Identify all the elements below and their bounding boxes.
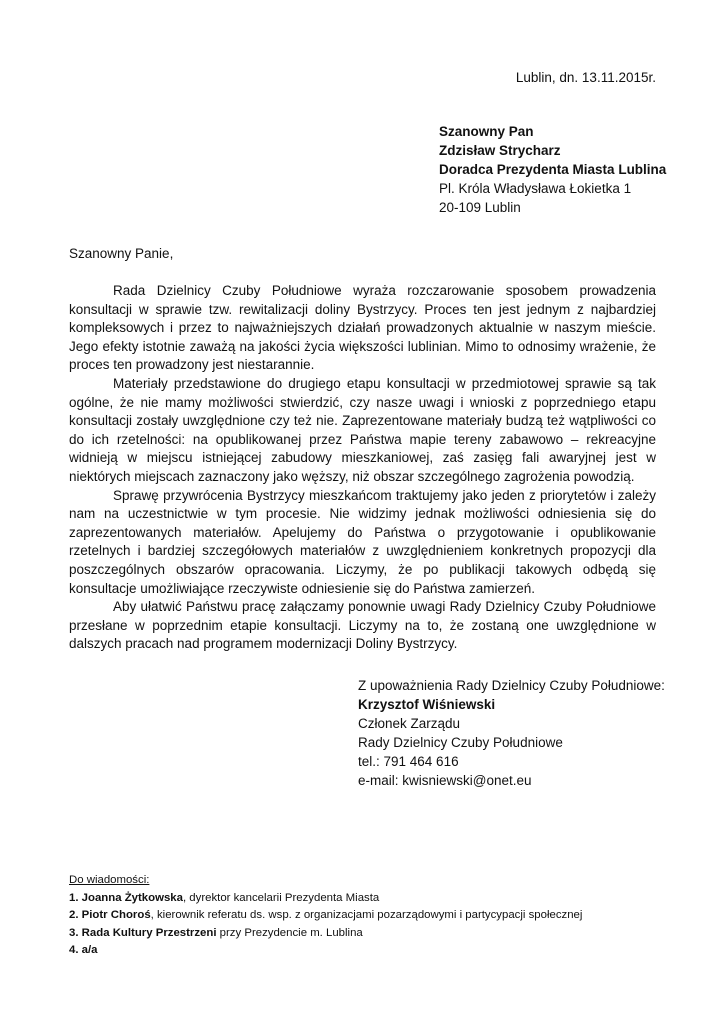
signature-organization: Rady Dzielnicy Czuby Południowe — [358, 735, 563, 750]
signature-email: e-mail: kwisniewski@onet.eu — [358, 773, 532, 788]
cc-item-name: a/a — [81, 944, 98, 956]
body-paragraph-3: Sprawę przywrócenia Bystrzycy mieszkańcom traktujemy jako jeden z priorytetów i zależy nam na uczestnictwie w tym procesie. Nie widzimy jednak możliwości odniesienia się do zaprezentowanych materiałów. Apelujemy do Państwa o przygotowanie i opublikowanie rzetelnych i bardziej szczegółowych materiałów z uwzględnieniem konkretnych propozycji dla poszczególnych obszarów opracowania. Liczymy, że po publikacji takowych odbędą się konsultacje umożliwiające rzeczywiste odniesienie się do Państwa zamierzeń. — [69, 487, 656, 596]
body-paragraph-4: Aby ułatwić Państwu pracę załączamy ponownie uwagi Rady Dzielnicy Czuby Południowe przesłane w poprzednim etapie konsultacji. Liczymy na to, że zostaną one uwzględnione w dalszych pracach nad programem modernizacji Doliny Bystrzycy. — [69, 599, 656, 652]
cc-item — [69, 890, 582, 908]
recipient-name: Zdzisław Strycharz — [439, 143, 561, 158]
cc-item — [69, 907, 582, 925]
body-paragraph-2: Materiały przedstawione do drugiego etapu konsultacji w przedmiotowej sprawie są tak ogólne, że nie mamy możliwości stwierdzić, czy nasze uwagi i wnioski z poprzedniego etapu konsultacji zostały uwzględnione czy też nie. Zaprezentowane materiały budzą też wątpliwości co do ich rzetelności: na opublikowanej przez Państwa mapie tereny zabawowo – rekreacyjne widnieją w miejscu istniejącej zabudowy mieszkaniowej, zaś zasięg fali awaryjnej jest w niektórych miejscach zaznaczony jako węższy, niż obszar szczególnego zagrożenia powodzią. — [69, 375, 656, 484]
recipient-title: Doradca Prezydenta Miasta Lublina — [439, 162, 667, 177]
cc-item-name: Piotr Choroś — [81, 909, 151, 921]
recipient-greeting-line: Szanowny Pan — [439, 124, 534, 139]
cc-item-name: Rada Kultury Przestrzeni — [81, 926, 217, 939]
cc-item-number: 3. — [69, 926, 79, 939]
signature-name: Krzysztof Wiśniewski — [358, 697, 496, 712]
signature-authorization: Z upoważnienia Rady Dzielnicy Czuby Południowe: — [358, 678, 665, 693]
cc-item-description: , dyrektor kancelarii Prezydenta Miasta — [182, 891, 380, 904]
cc-item-description: , kierownik referatu ds. wsp. z organizacjami pozarządowymi i partycypacji społecznej — [150, 909, 583, 921]
cc-item-name: Joanna Żytkowska — [81, 891, 183, 904]
cc-item-number: 1. — [69, 891, 79, 904]
body-paragraph-1: Rada Dzielnicy Czuby Południowe wyraża rozczarowanie sposobem prowadzenia konsultacji w sprawie tzw. rewitalizacji doliny Bystrzycy. Proces ten jest jednym z najbardziej kompleksowych i przez to najważniejszych działań prowadzonych aktualnie w naszym mieście. Jego efekty istotnie zaważą na jakości życia większości lublinian. Mimo to odnosimy wrażenie, że proces ten prowadzony jest niestarannie. — [69, 283, 656, 373]
letter-body — [69, 282, 656, 654]
recipient-street: Pl. Króla Władysława Łokietka 1 — [439, 181, 632, 196]
letter-date: Lublin, dn. 13.11.2015r. — [515, 70, 656, 85]
cc-heading: Do wiadomości: — [69, 874, 150, 886]
cc-item — [69, 925, 582, 943]
salutation: Szanowny Panie, — [69, 246, 174, 261]
cc-item-number: 2. — [69, 909, 79, 921]
cc-item-description: przy Prezydencie m. Lublina — [216, 926, 363, 939]
recipient-block — [439, 122, 666, 217]
recipient-city: 20-109 Lublin — [439, 200, 521, 215]
signature-role: Członek Zarządu — [358, 716, 461, 731]
cc-item-number: 4. — [69, 944, 79, 956]
cc-list — [69, 872, 582, 960]
signature-block — [358, 676, 665, 790]
cc-item — [69, 942, 582, 960]
signature-phone: tel.: 791 464 616 — [358, 754, 459, 769]
